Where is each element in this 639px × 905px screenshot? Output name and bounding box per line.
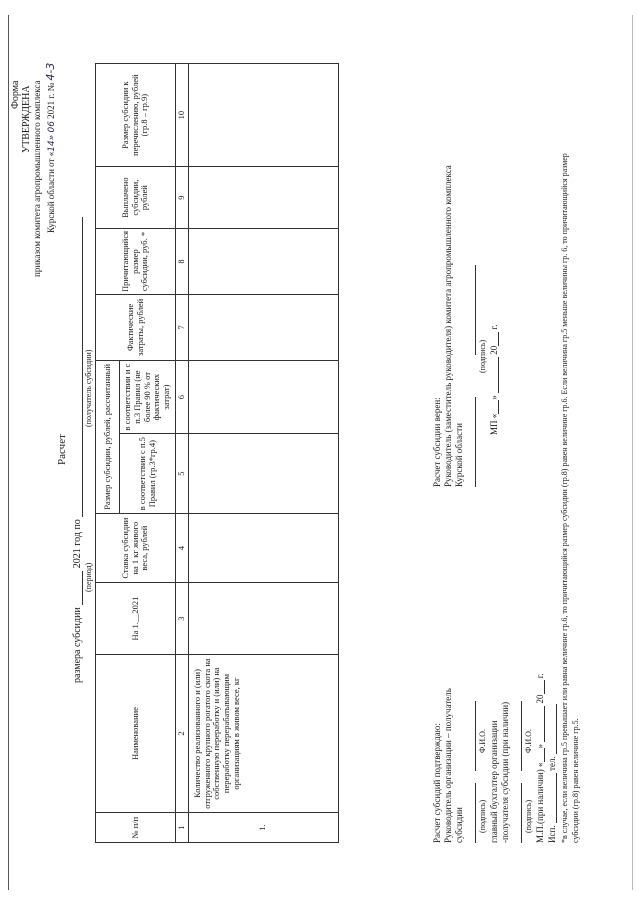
- phone-blank[interactable]: [548, 704, 557, 754]
- colnum-3: 3: [176, 583, 189, 654]
- footnote-line-1: *в случае, если величина гр.5 превышает или равна величине гр.6, то причитающийся размер субсидии (гр.8) равен величине гр.6. Если величина гр.5 меньше величины гр. 6, то причитающийся размер: [560, 153, 569, 843]
- recipient-caption: (получатель субсидии): [84, 349, 93, 427]
- colnum-10: 10: [176, 64, 189, 167]
- row-name: Количество реализованного и (или) отгруженного крупного рогатого скота на собственную переработку и (или) на переработку перерабатывающим организациям в живом весе, кг: [188, 654, 338, 813]
- order-prefix: Курской области от «: [46, 151, 56, 233]
- header-date: На 1.__2021: [96, 583, 176, 654]
- right-head-line-2: Курской области: [454, 423, 464, 487]
- title-year-text: 2021 год по: [72, 519, 83, 569]
- header-calc-a: в соответствии с п.5 Правил (гр.3*гр.4): [120, 434, 176, 514]
- executor-blank[interactable]: [548, 773, 557, 823]
- right-mp-date-line: МП «» 20 г.: [489, 324, 499, 435]
- document-title: Расчет: [56, 434, 68, 465]
- left-year-suffix: г.: [535, 673, 545, 679]
- phone-label: тел.: [547, 756, 557, 771]
- order-number-handwritten: 4-3: [44, 62, 57, 81]
- colnum-7: 7: [176, 295, 189, 361]
- header-name: Наименование: [96, 654, 176, 813]
- order-year-no: 2021 г. №: [46, 82, 56, 119]
- period-start-blank: [74, 571, 83, 605]
- right-day-blank[interactable]: [490, 400, 499, 414]
- order-day-handwritten: 14»: [47, 134, 57, 152]
- cell-calc-a[interactable]: [188, 434, 338, 514]
- colnum-4: 4: [176, 513, 189, 582]
- cell-rate[interactable]: [188, 513, 338, 582]
- subsidy-table: [95, 63, 339, 843]
- order-month-handwritten: 06: [47, 121, 57, 133]
- left-mp-date-line: М.П.(при наличии) «» 20 г.: [535, 673, 545, 843]
- order-line-2: [44, 63, 57, 233]
- footnote-line-2: субсидии (гр.8) равен величине гр.5.: [571, 718, 580, 843]
- left-acc-sig-caption: (подпись): [524, 799, 533, 833]
- correct-label: Расчет субсидии верен:: [432, 397, 442, 487]
- table-header-row-1: [96, 64, 120, 843]
- left-date-century: 20: [535, 694, 545, 704]
- header-rate: Ставка субсидии на 1 кг живого веса, рублей: [96, 513, 176, 582]
- form-label: Форма: [10, 80, 21, 109]
- colnum-8: 8: [176, 229, 189, 295]
- left-head-signature-line: [466, 701, 476, 843]
- colnum-2: 2: [176, 654, 189, 813]
- cell-calc-b[interactable]: [188, 360, 338, 434]
- left-head-signature-blank[interactable]: [467, 783, 476, 843]
- header-calc-b: в соответствии и с п.3 Правил (не более 90 % от фактических затрат): [120, 360, 176, 434]
- recipient-blank: [74, 217, 83, 517]
- left-acc-signature-blank[interactable]: [513, 783, 522, 843]
- right-month-blank[interactable]: [490, 357, 499, 393]
- header-actual-costs: Фактические затраты, рублей: [96, 295, 176, 361]
- right-head-line-1: Руководитель (заместитель руководителя) комитета агропромышленного комплекса: [443, 165, 453, 487]
- right-signature-line: [466, 265, 476, 487]
- cell-to-pay[interactable]: [188, 64, 338, 167]
- right-mp-label: МП «: [489, 413, 499, 435]
- chief-accountant-line-1: главный бухгалтер организации: [489, 720, 499, 843]
- executor-label: Исп.: [547, 825, 557, 843]
- column-number-row: [176, 64, 189, 843]
- executor-line: [547, 704, 557, 843]
- right-year-suffix: г.: [489, 324, 499, 330]
- left-acc-fio-caption: Ф.И.О.: [524, 729, 533, 753]
- header-paid-subsidy: Выплачено субсидии, рублей: [96, 167, 176, 229]
- header-calc-group: Размер субсидии, рублей, рассчитанный: [96, 360, 120, 513]
- left-mp-label: М.П.(при наличии) «: [535, 762, 545, 843]
- left-year-blank[interactable]: [536, 681, 545, 695]
- cell-due[interactable]: [188, 229, 338, 295]
- right-date-century: 20: [489, 345, 499, 355]
- colnum-6: 6: [176, 360, 189, 434]
- left-day-blank[interactable]: [536, 749, 545, 763]
- period-caption: (период): [84, 562, 93, 592]
- colnum-1: 1: [176, 813, 189, 843]
- left-acc-fio-blank[interactable]: [513, 701, 522, 771]
- cell-paid[interactable]: [188, 167, 338, 229]
- left-head-sig-caption: (подпись): [478, 799, 487, 833]
- left-head-fio-caption: Ф.И.О.: [478, 729, 487, 753]
- table-row: [188, 64, 338, 843]
- title-line: [72, 217, 83, 683]
- right-signature-blank[interactable]: [467, 397, 476, 487]
- confirm-label: Расчет субсидий подтверждаю:: [432, 723, 442, 843]
- header-num: № п/п: [96, 813, 176, 843]
- right-fio-blank[interactable]: [467, 265, 476, 355]
- left-month-blank[interactable]: [536, 706, 545, 742]
- row-num: 1.: [188, 813, 338, 843]
- header-to-pay: Размер субсидии к перечислению, рублей (гр.8 – гр.9): [96, 64, 176, 167]
- approved-label: УТВЕРЖДЕНА: [21, 85, 32, 153]
- left-head-line-2: субсидии: [454, 807, 464, 843]
- cell-actual[interactable]: [188, 295, 338, 361]
- colnum-5: 5: [176, 434, 189, 514]
- left-head-line-1: Руководитель организации – получатель: [443, 688, 453, 843]
- right-year-blank[interactable]: [490, 332, 499, 346]
- order-line-1: приказом комитета агропромышленного комплекса: [32, 80, 42, 277]
- chief-accountant-line-2: -получателя субсидии (при наличии): [500, 701, 510, 843]
- left-accountant-signature-line: [512, 701, 522, 843]
- cell-date[interactable]: [188, 583, 338, 654]
- title-prefix: размера субсидии: [72, 607, 83, 683]
- colnum-9: 9: [176, 167, 189, 229]
- left-head-fio-blank[interactable]: [467, 701, 476, 771]
- right-sig-caption: (подпись): [478, 339, 487, 373]
- header-due-subsidy: Причитающийся размер субсидии, руб. *: [96, 229, 176, 295]
